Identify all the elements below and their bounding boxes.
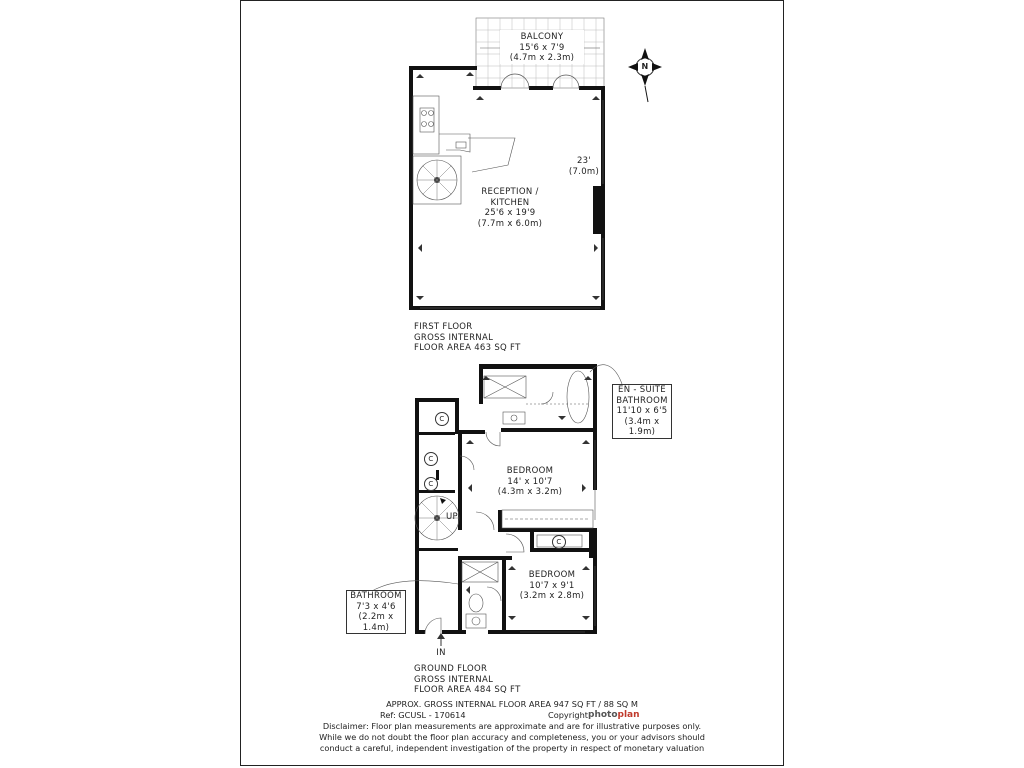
total-area-line: APPROX. GROSS INTERNAL FLOOR AREA 947 SQ FT / 88 SQ M: [386, 699, 638, 709]
reference-code: Ref: GCUSL - 170614: [380, 710, 466, 720]
bedroom2-metric: (3.2m x 2.8m): [519, 591, 585, 601]
compass-n-label: N: [641, 62, 649, 71]
reception-name-1: RECEPTION /: [481, 187, 539, 197]
bathroom-imperial: 7'3 x 4'6: [356, 601, 396, 612]
cupboard-marker: C: [435, 412, 449, 426]
first-floor-dimension-arrows: [416, 72, 600, 300]
bathroom-metric: (2.2m x 1.4m): [358, 612, 394, 633]
balcony-imperial: 15'6 x 7'9: [519, 42, 565, 53]
balcony-label: [500, 32, 584, 64]
ensuite-imperial: 11'10 x 6'5: [616, 406, 668, 416]
ground-floor-line2: GROSS INTERNAL: [414, 674, 494, 685]
reception-imperial: 25'6 x 19'9: [484, 208, 536, 218]
bedroom2-imperial: 10'7 x 9'1: [529, 580, 575, 591]
disclaimer-line1: Disclaimer: Floor plan measurements are approximate and are for illustrative purposes only.: [322, 721, 702, 731]
photoplan-logo: photoplan: [588, 710, 640, 720]
balcony-metric: (4.7m x 2.3m): [509, 53, 575, 63]
bathroom-label: [346, 590, 406, 634]
disclaimer-line2: While we do not doubt the floor plan accuracy and completeness, you or your advisors should: [319, 732, 705, 742]
first-floor-area-label: [414, 322, 521, 354]
entrance-label: IN: [436, 648, 446, 658]
disclaimer: [241, 721, 783, 754]
bedroom2-label: [512, 570, 592, 602]
first-floor-line1: FIRST FLOOR: [414, 322, 473, 332]
bedroom1-imperial: 14' x 10'7: [507, 476, 553, 487]
reception-height-metric: (7.0m): [568, 166, 600, 177]
first-floor-spiral-stair: [413, 156, 461, 204]
cupboard-marker: C: [424, 477, 438, 491]
north-compass: [628, 48, 662, 102]
ensuite-name-1: EN - SUITE: [618, 385, 666, 395]
cupboard-marker: C: [424, 452, 438, 466]
ground-floor-area-label: [414, 664, 521, 696]
ground-floor-line3: FLOOR AREA 484 SQ FT: [414, 685, 521, 695]
ground-floor-line1: GROUND FLOOR: [414, 664, 488, 674]
reception-label: [470, 187, 550, 229]
cupboard-marker: C: [552, 535, 566, 549]
copyright-label: Copyright: [548, 710, 589, 720]
bedroom1-metric: (4.3m x 3.2m): [497, 487, 563, 497]
bedroom1-label: [490, 466, 570, 498]
stair-up-label: UP: [446, 512, 458, 522]
ensuite-name-2: BATHROOM: [616, 395, 668, 406]
balcony-name: BALCONY: [520, 32, 564, 42]
bedroom1-name: BEDROOM: [506, 466, 554, 476]
first-floor-line2: GROSS INTERNAL: [414, 332, 494, 343]
entrance-arrow: [437, 633, 445, 646]
ensuite-metric: (3.4m x 1.9m): [624, 416, 660, 437]
reception-metric: (7.7m x 6.0m): [477, 218, 543, 229]
first-floor-line3: FLOOR AREA 463 SQ FT: [414, 343, 521, 353]
ensuite-label: [612, 384, 672, 439]
reception-name-2: KITCHEN: [490, 197, 530, 208]
disclaimer-line3: conduct a careful, independent investigation of the property in respect of monetary valuation: [319, 743, 705, 753]
reception-height-label: [562, 156, 606, 177]
bathroom-name: BATHROOM: [350, 591, 402, 601]
kitchen-units: [413, 96, 515, 172]
bedroom2-name: BEDROOM: [528, 570, 576, 580]
reception-height-imperial: 23': [576, 156, 592, 166]
